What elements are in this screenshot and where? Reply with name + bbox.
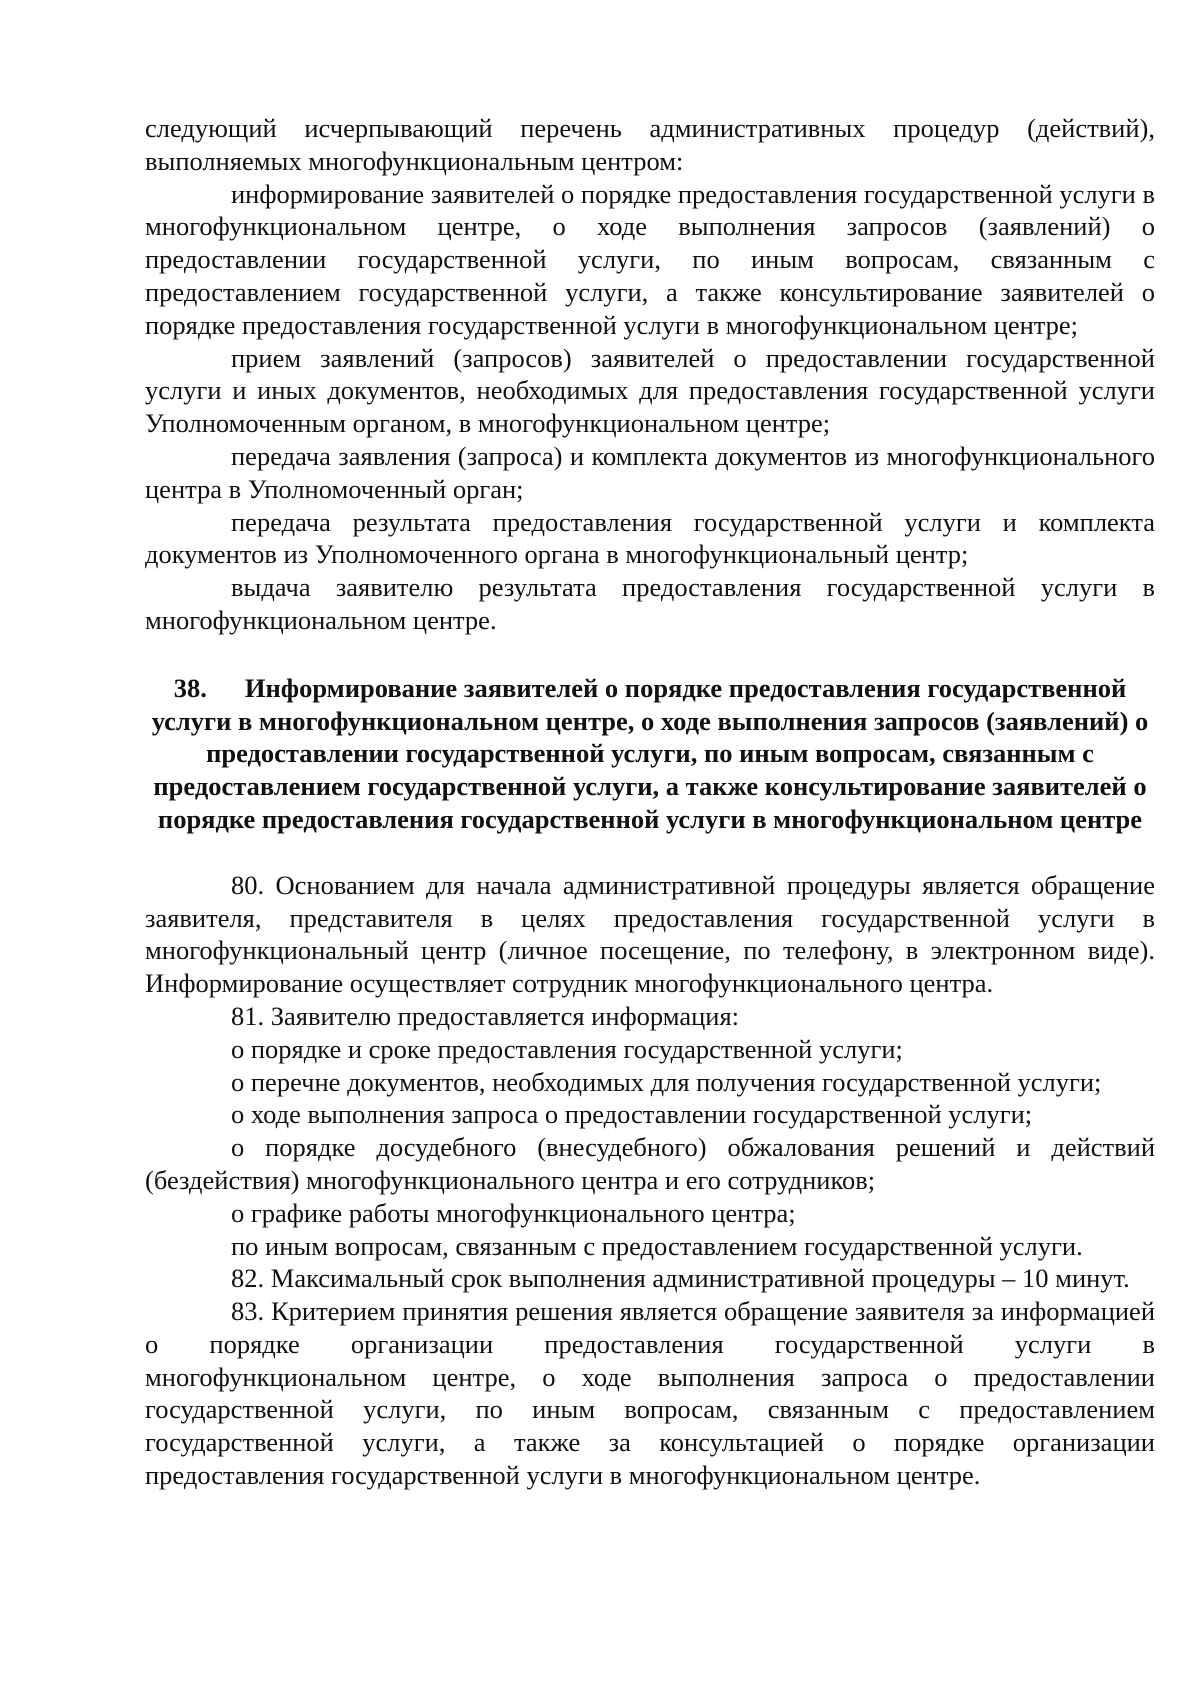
paragraph-83: 83. Критерием принятия решения является обращение заявителя за информацией о порядке организации предоставления государственной услуги в многофункциональном центре, о ходе выполнения запроса о предоставлении государственной услуги, по иным вопросам, связанным с предоставлением государственной услуги, а также за консультацией о порядке организации предоставления государственной услуги в многофункциональном центре. bbox=[145, 1296, 1155, 1491]
intro-paragraph-6: выдача заявителю результата предоставления государственной услуги в многофункциональном центре. bbox=[145, 572, 1155, 635]
list-item-5: о графике работы многофункционального центра; bbox=[231, 1197, 796, 1228]
list-item-2: о перечне документов, необходимых для получения государственной услуги; bbox=[231, 1066, 1102, 1097]
intro-paragraph-4: передача заявления (запроса) и комплекта документов из многофункционального центра в Уполномоченный орган; bbox=[145, 440, 1155, 504]
list-item-1: о порядке и сроке предоставления государственной услуги; bbox=[231, 1033, 903, 1064]
paragraph-82: 82. Максимальный срок выполнения административной процедуры – 10 минут. bbox=[231, 1263, 1130, 1294]
list-item-6: по иным вопросам, связанным с предоставлением государственной услуги. bbox=[231, 1230, 1083, 1261]
intro-paragraph-5: передача результата предоставления государственной услуги и комплекта документов из Уполномоченного органа в многофункциональный центр; bbox=[145, 506, 1155, 570]
intro-paragraph-3: прием заявлений (запросов) заявителей о предоставлении государственной услуги и иных документов, необходимых для предоставления государственной услуги Уполномоченным органом, в многофункциональном центре; bbox=[145, 342, 1155, 439]
intro-paragraph-2: информирование заявителей о порядке предоставления государственной услуги в многофункциональном центре, о ходе выполнения запросов (заявлений) о предоставлении государственной услуги, по иным вопросам, связанным с предоставлением государственной услуги, а также консультирование заявителей о порядке предоставления государственной услуги в многофункциональном центре; bbox=[145, 178, 1155, 340]
list-item-3: о ходе выполнения запроса о предоставлении государственной услуги; bbox=[231, 1099, 1033, 1130]
section-heading bbox=[145, 672, 1155, 836]
document-page bbox=[145, 112, 1155, 1492]
list-item-4: о порядке досудебного (внесудебного) обжалования решений и действий (бездействия) многофункционального центра и его сотрудников; bbox=[145, 1132, 1155, 1195]
intro-paragraph-1: следующий исчерпывающий перечень административных процедур (действий), выполняемых многофункциональным центром: bbox=[145, 113, 1155, 176]
section-number: 38. bbox=[173, 672, 207, 703]
section-title: Информирование заявителей о порядке предоставления государственной услуги в многофункциональном центре, о ходе выполнения запросов (заявлений) о предоставлении государственной услуги, по иным вопросам, связанным с предоставлением государственной услуги, а также консультирование заявителей о порядке предоставления государственной услуги в многофункциональном центре bbox=[151, 672, 1149, 834]
paragraph-81: 81. Заявителю предоставляется информация: bbox=[231, 1000, 740, 1031]
paragraph-80: 80. Основанием для начала административной процедуры является обращение заявителя, представителя в целях предоставления государственной услуги в многофункциональный центр (личное посещение, по телефону, в электронном виде). Информирование осуществляет сотрудник многофункционального центра. bbox=[145, 869, 1155, 999]
